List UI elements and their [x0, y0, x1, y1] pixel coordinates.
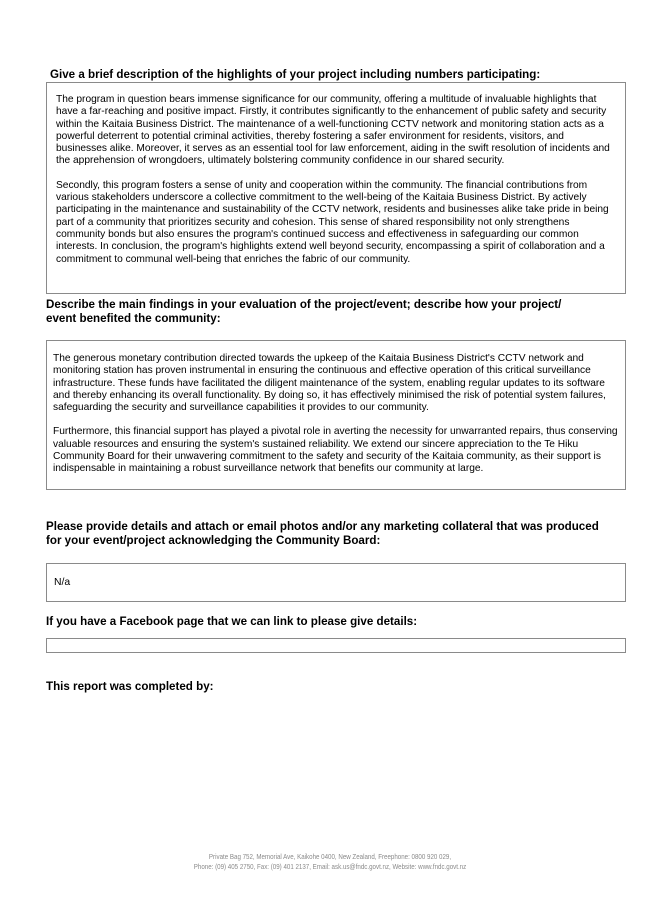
completed-by-label: This report was completed by:: [46, 680, 214, 693]
marketing-answer: N/a: [54, 577, 71, 588]
highlights-question: Give a brief description of the highlights of your project including numbers participating:: [50, 68, 541, 81]
findings-paragraph-1: The generous monetary contribution directed towards the upkeep of the Kaitaia Business District's CCTV network and monitoring station has proven instrumental in ensuring the continuous and effective operation of this critical surveillance infrastructure. These funds have facilitated the diligent maintenance of the system, enabling regular updates to its software and thereby enhancing its overall functionality. By doing so, it has effectively minimised the risk of potential system failures, safeguarding the security and surveillance capabilities it provides to our community.: [53, 353, 606, 414]
marketing-question-line-2: for your event/project acknowledging the Community Board:: [46, 534, 381, 547]
findings-question-line-2: event benefited the community:: [46, 312, 221, 325]
facebook-question: If you have a Facebook page that we can link to please give details:: [46, 615, 418, 628]
highlights-answer-box[interactable]: [46, 82, 626, 294]
highlights-paragraph-2: Secondly, this program fosters a sense of unity and cooperation within the community. The financial contributions from various stakeholders underscore a collective commitment to the well-being of the Kaitaia Business District. By actively participating in the maintenance and sustainability of the CCTV network, residents and businesses alike take pride in being part of a community that prioritizes security and cohesion. This sense of shared responsibility not only strengthens community bonds but also ensures the program's continued success and effectiveness in safeguarding our common interests. In conclusion, the program's highlights extend well beyond security, encompassing a spirit of collaboration and a commitment to communal well-being that enriches the fabric of our community.: [56, 179, 609, 265]
findings-answer-box[interactable]: [46, 340, 626, 490]
footer-contact: [175, 852, 485, 872]
findings-question-line-1: Describe the main findings in your evaluation of the project/event; describe how your project/: [46, 298, 562, 311]
footer-address: Private Bag 752, Memorial Ave, Kaikohe 0400, New Zealand, Freephone: 0800 920 029,: [208, 852, 452, 861]
marketing-question-line-1: Please provide details and attach or email photos and/or any marketing collateral that was produced: [46, 520, 599, 533]
marketing-answer-box[interactable]: [46, 563, 626, 602]
facebook-answer-box[interactable]: [46, 638, 626, 653]
highlights-paragraph-1: The program in question bears immense significance for our community, offering a multitude of invaluable highlights that have a far-reaching and positive impact. Firstly, it contributes significantly to the enhancement of public safety and security within the Kaitaia Business District. The maintenance of a well-functioning CCTV network and monitoring station acts as a powerful deterrent to potential criminal activities, thereby fostering a safer environment for residents, visitors, and businesses alike. Moreover, it serves as an essential tool for law enforcement, aiding in the swift resolution of incidents and the apprehension of wrongdoers, ultimately bolstering community confidence in our shared security.: [56, 94, 610, 167]
marketing-question: [46, 520, 626, 548]
findings-paragraph-2: Furthermore, this financial support has played a pivotal role in averting the necessity for unwarranted repairs, thus conserving valuable resources and ensuring the system's sustained reliability. We extend our sincere appreciation to the Te Hiku Community Board for their unwavering commitment to the safety and security of the Kaitaia community, as their support is indispensable in maintaining a robust surveillance network that benefits our community at large.: [53, 426, 618, 475]
findings-question: [46, 298, 606, 326]
footer-contact-details: Phone: (09) 405 2750, Fax: (09) 401 2137, Email: ask.us@fndc.govt.nz, Website: www.fndc.govt.nz: [193, 862, 467, 871]
